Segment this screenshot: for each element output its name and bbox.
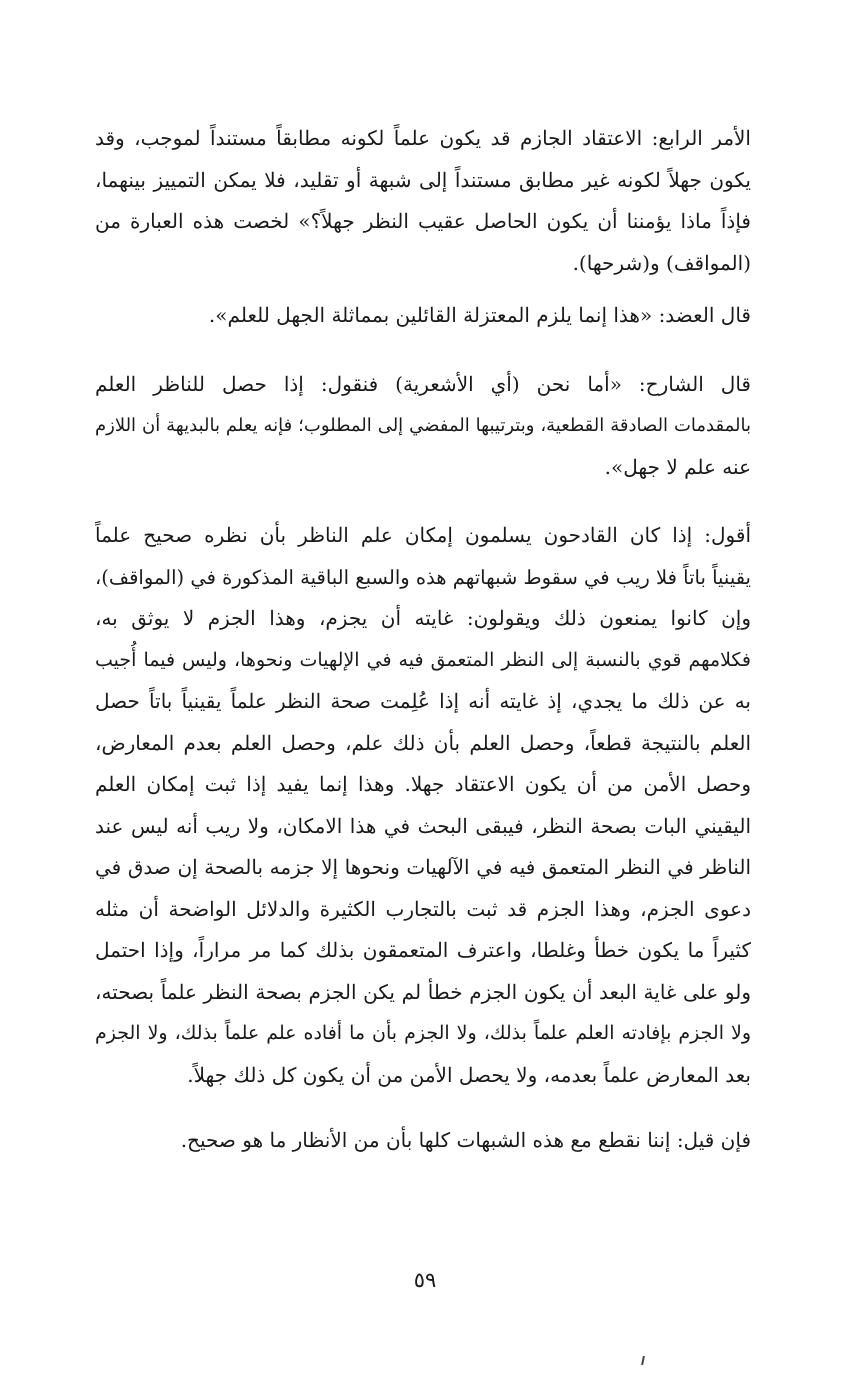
text-line: أقول: إذا كان القادحون يسلمون إمكان علم الناظر بأن نظره صحيح علماً	[95, 523, 751, 547]
text-line: فإذاً ماذا يؤمننا أن يكون الحاصل عقيب النظر جهلاً؟» لخصت هذه العبارة من	[95, 209, 751, 233]
scan-mark	[641, 1356, 645, 1365]
paragraph-2	[95, 295, 795, 337]
text-line: بعد المعارض علماً بعدمه، ولا يحصل الأمن من أن يكون كل ذلك جهلاً.	[187, 1062, 751, 1087]
page-body	[95, 118, 795, 1162]
paragraph-3	[95, 364, 795, 489]
text-line: وحصل الأمن من أن يكون الاعتقاد جهلا. وهذا إنما يفيد إذا ثبت إمكان العلم	[95, 772, 751, 796]
text-line: به عن ذلك ما يجدي، إذ غايته أنه إذا عُلِمت صحة النظر علماً يقينياً باتاً حصل	[95, 689, 751, 713]
text-line: يكون جهلاً لكونه غير مطابق مستنداً إلى شبهة أو تقليد، فلا يمكن التمييز بينهما،	[95, 167, 751, 192]
text-line: كثيراً ما يكون خطأ وغلطا، واعترف المتعمقون بذلك كما مر مراراً، وإذا احتمل	[95, 938, 751, 962]
text-line: فإن قيل: إننا نقطع مع هذه الشبهات كلها بأن من الأنظار ما هو صحيح.	[180, 1128, 751, 1152]
text-line: بالمقدمات الصادقة القطعية، وبترتيبها المفضي إلى المطلوب؛ فإنه يعلم بالبديهة أن اللازم	[95, 415, 751, 436]
text-line: اليقيني البات بصحة النظر، فيبقى البحث في هذا الامكان، ولا ريب أنه ليس عند	[95, 813, 751, 838]
text-line: الناظر في النظر المتعمق فيه في الآلهيات ونحوها إلا جزمه بالصحة إن صدق في	[95, 855, 751, 879]
text-line: (المواقف) و(شرحها).	[572, 250, 751, 275]
paragraph-5	[95, 1120, 795, 1162]
paragraph-1	[95, 118, 795, 284]
text-line: قال العضد: «هذا إنما يلزم المعتزلة القائلين بمماثلة الجهل للعلم».	[208, 303, 751, 327]
text-line: قال الشارح: «أما نحن (أي الأشعرية) فنقول: إذا حصل للناظر العلم	[95, 371, 751, 396]
text-line: ولا الجزم بإفادته العلم علماً بذلك، ولا الجزم بأن ما أفاده علم علماً بذلك، ولا الجزم	[95, 1022, 751, 1044]
text-line: ولو على غاية البعد أن يكون الجزم خطأ لم يكن الجزم بصحة النظر علماً بصحته،	[95, 979, 751, 1004]
text-line: فكلامهم قوي بالنسبة إلى النظر المتعمق فيه في الإلهيات ونحوها، وليس فيما أُجيب	[95, 648, 751, 671]
text-line: عنه علم لا جهل».	[604, 454, 751, 479]
text-line: العلم بالنتيجة قطعاً، وحصل العلم بأن ذلك علم، وحصل العلم بعدم المعارض،	[95, 730, 751, 755]
text-line: وإن كانوا يمنعون ذلك ويقولون: غايته أن يجزم، وهذا الجزم لا يوثق به،	[95, 606, 751, 630]
text-line: يقينياً باتاً فلا ريب في سقوط شبهاتهم هذه والسبع الباقية المذكورة في (المواقف)،	[95, 565, 751, 589]
text-line: الأمر الرابع: الاعتقاد الجازم قد يكون علماً لكونه مطابقاً مستنداً لموجب، وقد	[95, 126, 751, 150]
page-number: ٥٩	[413, 1268, 437, 1292]
text-line: دعوى الجزم، وهذا الجزم قد ثبت بالتجارب الكثيرة والدلائل الواضحة أن مثله	[95, 896, 751, 921]
paragraph-4	[95, 515, 795, 1096]
